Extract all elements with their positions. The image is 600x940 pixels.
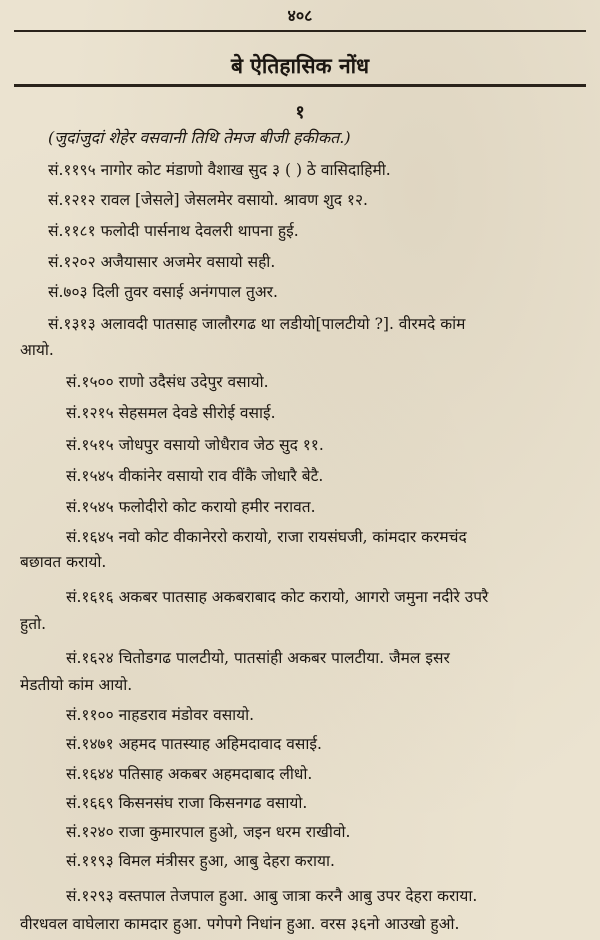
text-line: सं.१५४५ वीकांनेर वसायो राव वींकै जोधारै बेटै.: [66, 467, 324, 485]
page-number: ४०८: [287, 6, 313, 25]
text-line: सं.१५१५ जोधपुर वसायो जोधैराव जेठ सुद ११.: [66, 436, 324, 454]
text-line: वीरधवल वाघेलारा कामदार हुआ. पगेपगे निधांन हुआ. वरस ३६नो आउखो हुओ.: [20, 915, 460, 933]
text-line: सं.१६४४ पतिसाह अकबर अहमदाबाद लीधो.: [66, 765, 313, 783]
text-line: सं.१६२४ चितोडगढ पालटीयो, पातसांही अकबर पालटीया. जैमल इसर: [66, 649, 450, 667]
section-subtitle: (जुदांजुदां शेहेर वसवानी तिथि तेमज बीजी हकीकत.): [48, 128, 351, 147]
page-title: बे ऐतिहासिक नोंध: [231, 53, 369, 78]
text-line: सं.१६६९ किसनसंघ राजा किसनगढ वसायो.: [66, 794, 308, 812]
text-line: आयो.: [20, 341, 54, 359]
text-line: सं.१२४० राजा कुमारपाल हुओ, जइन धरम राखीवो.: [66, 823, 351, 841]
text-line: सं.१२१५ सेहसमल देवडे सीरोई वसाई.: [66, 404, 276, 422]
text-line: हुतो.: [20, 615, 47, 633]
text-line: सं.१२१२ रावल [जेसले] जेसलमेर वसायो. श्रावण शुद १२.: [48, 191, 368, 209]
text-line: मेडतीयो कांम आयो.: [20, 676, 133, 694]
text-line: सं.१२०२ अजैयासार अजमेर वसायो सही.: [48, 253, 276, 271]
text-line: सं.११९५ नागोर कोट मंडाणो वैशाख सुद ३ ( ) ठे वासिदाहिमी.: [48, 161, 391, 179]
text-line: बछावत करायो.: [20, 553, 107, 571]
text-line: सं.११०० नाहडराव मंडोवर वसायो.: [66, 706, 255, 724]
text-line: सं.११८१ फलोदी पार्सनाथ देवलरी थापना हुई.: [48, 222, 299, 240]
text-line: सं.११९३ विमल मंत्रीसर हुआ, आबु देहरा कराया.: [66, 852, 335, 870]
text-line: सं.१६४५ नवो कोट वीकानेररो करायो, राजा रायसंघजी, कांमदार करमचंद: [66, 528, 467, 546]
section-number: १: [295, 102, 305, 123]
header-rule: [14, 30, 586, 32]
text-line: सं.१४७१ अहमद पातस्याह अहिमदावाद वसाई.: [66, 735, 322, 753]
text-line: सं.१५०० राणो उदैसंध उदेपुर वसायो.: [66, 373, 269, 391]
text-line: सं.७०३ दिली तुवर वसाई अनंगपाल तुअर.: [48, 283, 278, 301]
text-line: सं.१६१६ अकबर पातसाह अकबराबाद कोट करायो, आगरो जमुना नदीरे उपरै: [66, 588, 489, 606]
text-line: सं.१५४५ फलोदीरो कोट करायो हमीर नरावत.: [66, 498, 316, 516]
title-rule: [14, 84, 586, 87]
text-line: सं.१३१३ अलावदी पातसाह जालौरगढ था लडीयो[पालटीयो ?]. वीरमदे कांम: [48, 315, 466, 333]
text-line: सं.१२९३ वस्तपाल तेजपाल हुआ. आबु जात्रा करनै आबु उपर देहरा कराया.: [66, 887, 478, 905]
